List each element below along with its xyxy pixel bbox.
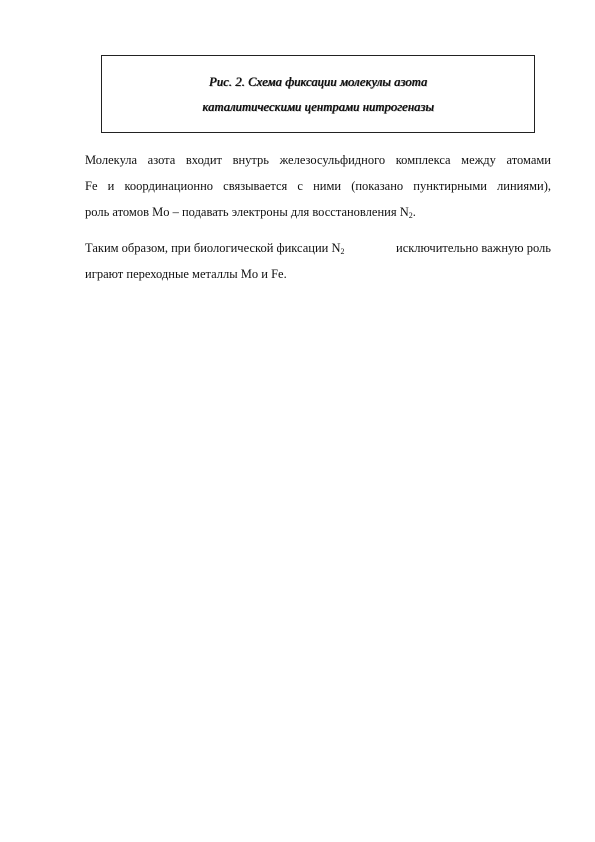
paragraph-1-line-2: Fe и координационно связывается с ними (показано пунктирными линиями), [85,179,551,193]
nitrogen-subscript-2: 2 [340,247,345,256]
figure-caption-line-1: Рис. 2. Схема фиксации молекулы азота [208,75,428,89]
paragraph-1-line-3-end: . [412,205,416,219]
paragraph-2-line-1-text-a: Таким образом, при биологической фиксации N [85,241,341,255]
paragraph-2-line-2: играют переходные металлы Mo и Fe. [85,267,287,281]
paragraph-2-line-1-text-b: исключительно важную роль [392,241,551,255]
paragraph-1-line-1: Молекула азота входит внутрь железосульфидного комплекса между атомами [85,153,551,167]
paragraph-2 [85,235,551,287]
paragraph-2-line-1 [85,235,551,261]
paragraph-2-line-1-lead [85,235,345,261]
figure-caption-box [101,55,535,133]
paragraph-1 [85,147,551,225]
paragraph-1-line-3 [85,199,551,225]
paragraph-1-line-3-text: роль атомов Mo – подавать электроны для восстановления N [85,205,409,219]
figure-caption-line-2: каталитическими центрами нитрогеназы [202,100,434,114]
nitrogen-subscript: 2 [408,211,413,220]
